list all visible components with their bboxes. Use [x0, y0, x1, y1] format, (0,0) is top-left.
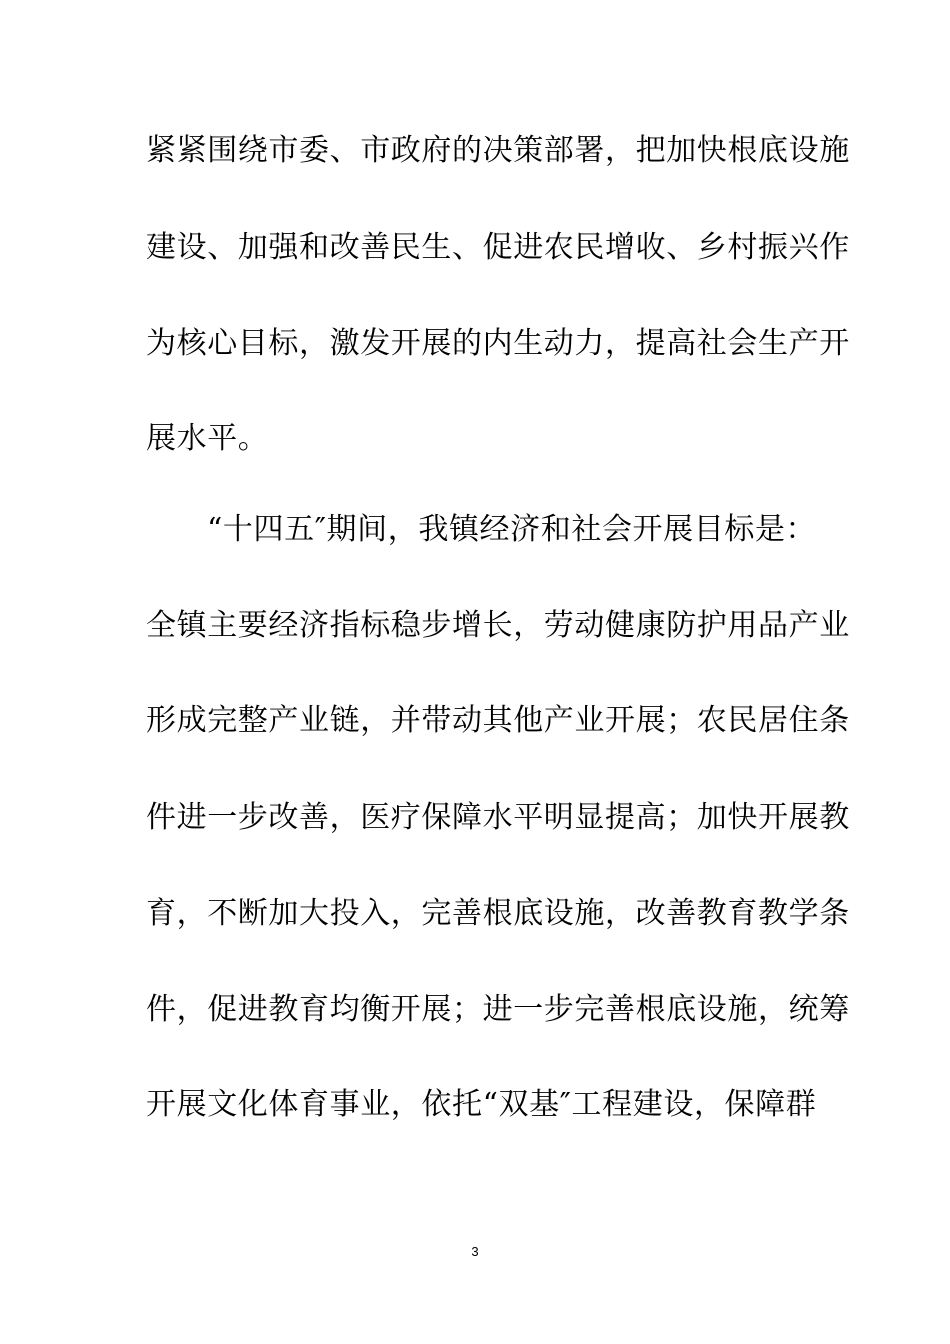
- paragraph-line: 件进一步改善，医疗保障水平明显提高；加快开展教: [146, 800, 850, 835]
- paragraph-line: 开展文化体育事业，依托“双基″工程建设，保障群: [146, 1087, 817, 1122]
- paragraph-line: 展水平。: [146, 421, 269, 456]
- paragraph-line: 育，不断加大投入，完善根底设施，改善教育教学条: [146, 896, 850, 931]
- paragraph-line: 紧紧围绕市委、市政府的决策部署，把加快根底设施: [146, 133, 850, 168]
- paragraph-line-indented: “十四五″期间，我镇经济和社会开展目标是：: [207, 512, 817, 547]
- paragraph-line: 件，促进教育均衡开展；进一步完善根底设施，统筹: [146, 992, 850, 1027]
- paragraph-line: 形成完整产业链，并带动其他产业开展；农民居住条: [146, 703, 850, 738]
- paragraph-line: 为核心目标，激发开展的内生动力，提高社会生产开: [146, 326, 850, 361]
- paragraph-line: 建设、加强和改善民生、促进农民增收、乡村振兴作: [146, 230, 850, 265]
- paragraph-line: 全镇主要经济指标稳步增长，劳动健康防护用品产业: [146, 608, 850, 643]
- page-number: 3: [471, 1244, 479, 1259]
